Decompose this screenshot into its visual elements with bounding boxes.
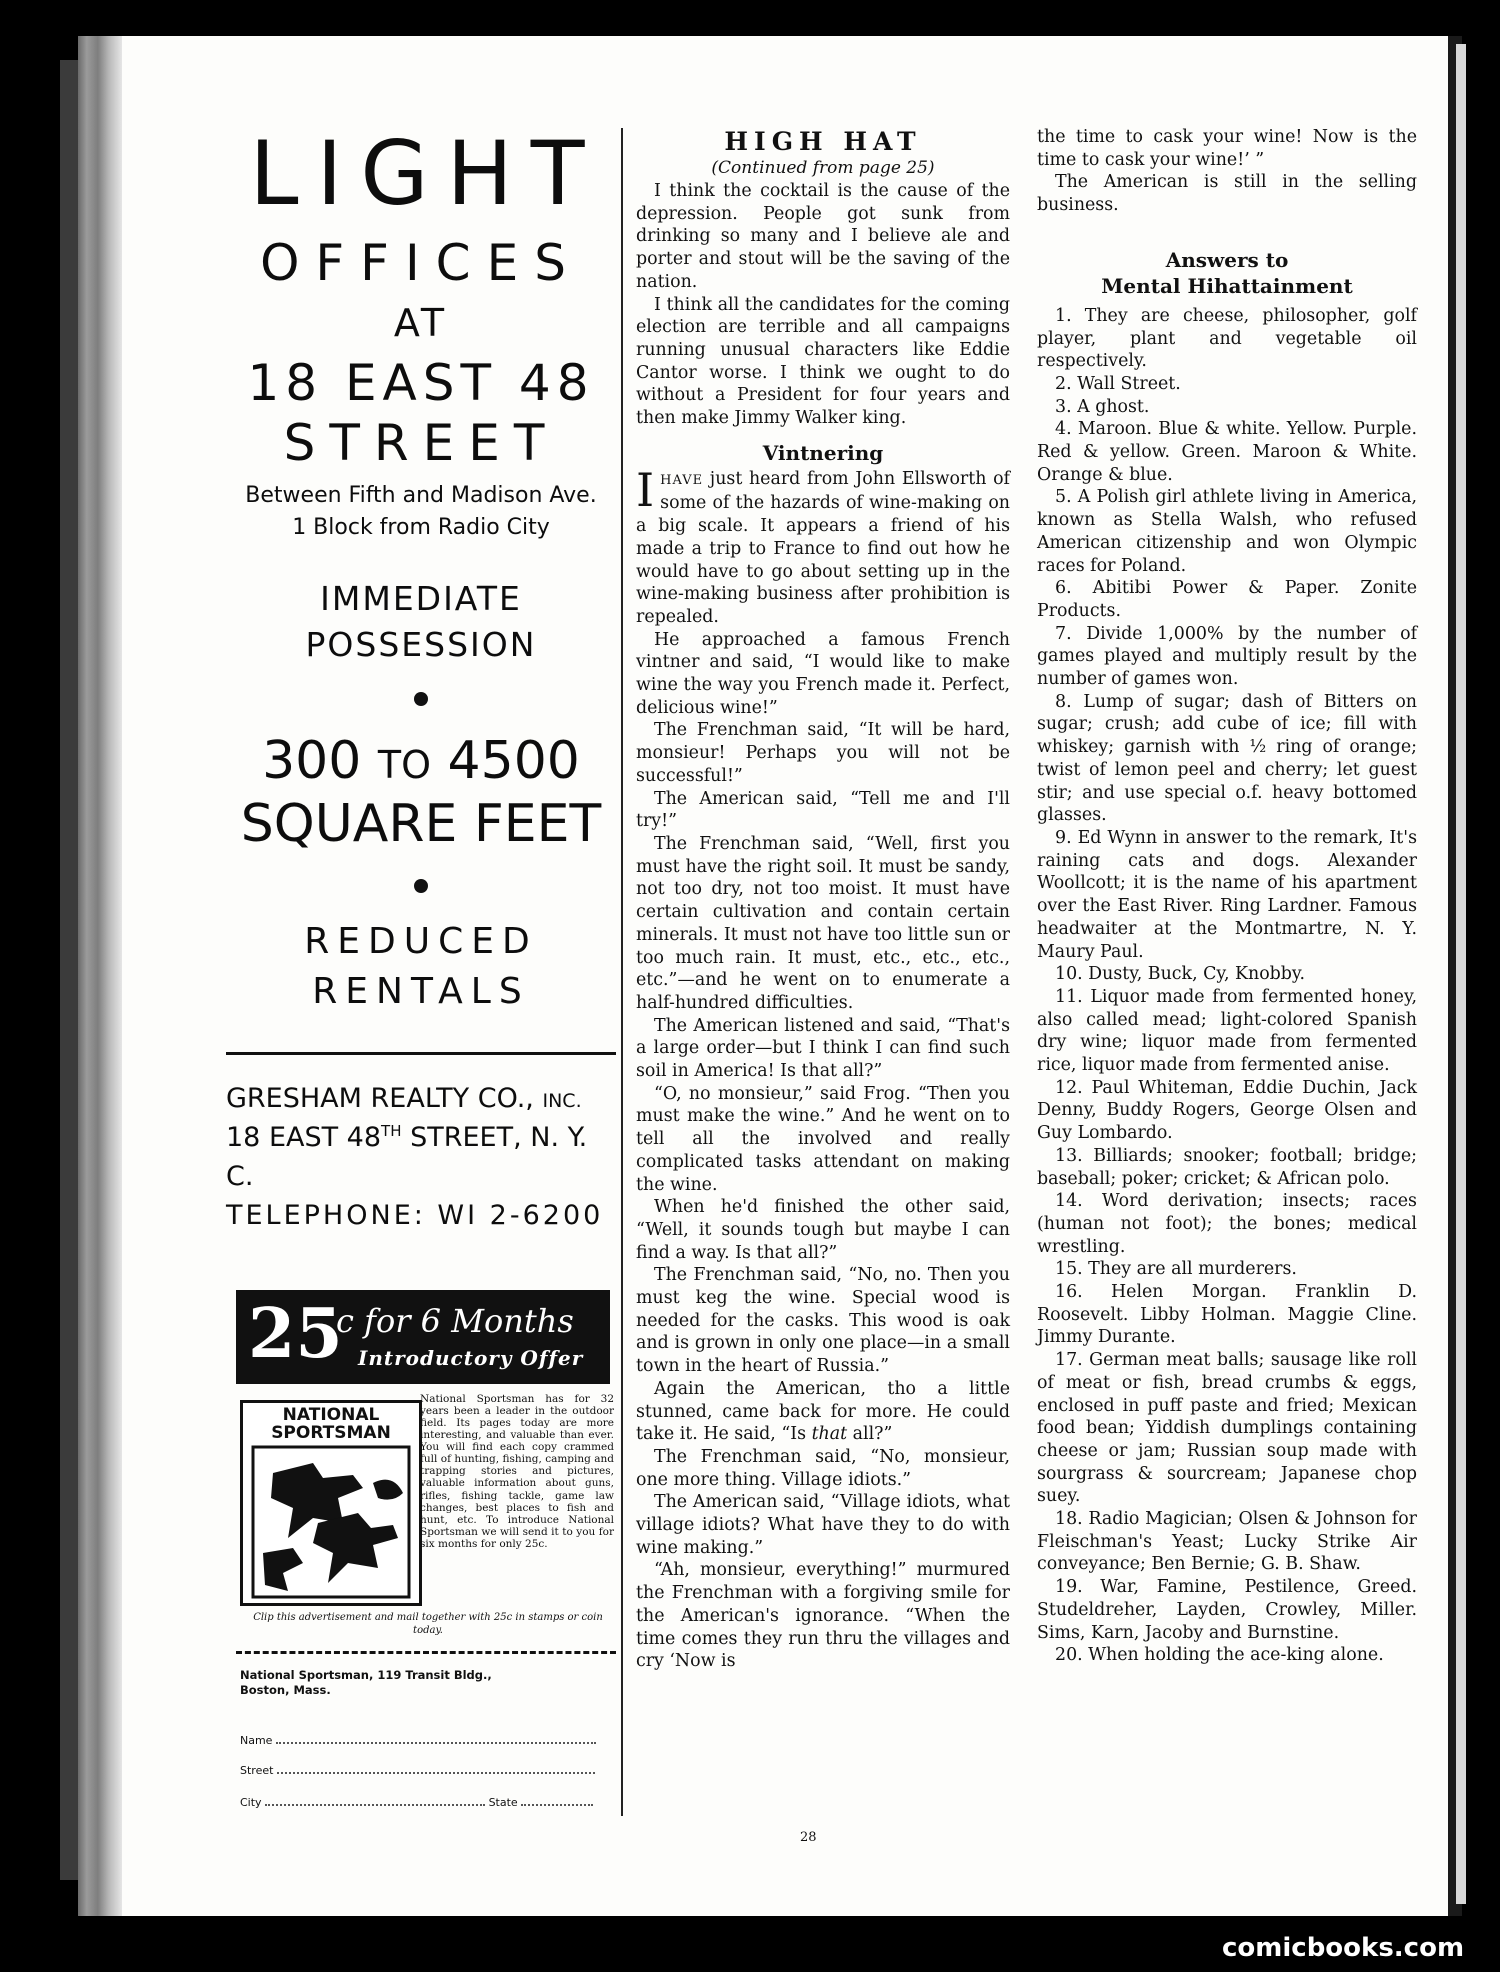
article-paragraph: The American said, “Village idiots, what village idiots? What have they to do with wine making.”: [636, 1492, 1010, 1558]
answer-item: 16. Helen Morgan. Franklin D. Roosevelt. Libby Holman. Maggie Cline. Jimmy Durante.: [1037, 1282, 1417, 1348]
ad-immediate-word: IMMEDIATE: [320, 578, 522, 618]
answer-item: 15. They are all murderers.: [1055, 1259, 1297, 1280]
sportsman-logo-line2: SPORTSMAN: [271, 1422, 391, 1443]
article-paragraph: “O, no monsieur,” said Frog. “Then you must make the wine.” And he went on to tell all the involved and really complicated tasks attendant on making the wine.: [636, 1083, 1010, 1195]
article-paragraph: The Frenchman said, “It will be hard, monsieur! Perhaps you will not be successful!”: [636, 720, 1010, 786]
answers-heading-line1: Answers to: [1165, 247, 1289, 272]
answer-item: 3. A ghost.: [1055, 396, 1150, 417]
page-binding-shadow: [78, 36, 122, 1916]
coupon-state-line: [521, 1796, 593, 1806]
coupon-street-field: [240, 1764, 614, 1777]
ad-area-range: [226, 730, 616, 792]
article-paragraph: I think all the candidates for the coming election are terrible and all campaigns running unusual characters like Eddie Cantor worse. I think we ought to do without a President for four years and then make Jimmy Walker king.: [636, 294, 1010, 429]
ad-area-to: 4500: [447, 731, 580, 792]
ad-area-from: 300: [262, 731, 362, 792]
ad-company-street-sup: TH: [381, 1121, 402, 1140]
coupon-city-label: City: [240, 1796, 262, 1809]
article-paragraph: The Frenchman said, “No, no. Then you must keg the wine. Special wood is needed for the casks. This wood is oak and is grown in only one place—in a small town in the heart of Russia.”: [636, 1265, 1010, 1377]
answer-item: 18. Radio Magician; Olsen & Johnson for Fleischman's Yeast; Lucky Strike Air conveyance; Ben Bernie; G. B. Shaw.: [1037, 1509, 1417, 1575]
ad-company-address: [226, 1118, 616, 1196]
article-paragraph: The Frenchman said, “Well, first you must have the right soil. It must be sandy, not too dry, not too moist. It must have certain cultivation and contain certain minerals. It must not have too little sun or too much rain. It must, etc., etc., etc., etc.”—and he went on to enumerate a half-hundred difficulties.: [636, 833, 1010, 1013]
article-text: Again the American, tho a little stunned, came back for more. He could take it. He said, “Is: [636, 1378, 1010, 1445]
article-paragraph: the time to cask your wine! Now is the time to cask your wine!’ ”: [1037, 127, 1417, 170]
coupon-name-field: [240, 1734, 614, 1747]
ad-street: STREET: [283, 414, 559, 472]
page-number: 28: [800, 1830, 817, 1845]
coupon-street-label: Street: [240, 1764, 274, 1777]
article-paragraph: The American is still in the selling business.: [1037, 172, 1417, 216]
answers-list: [1037, 305, 1417, 1667]
ad-location: [226, 480, 616, 544]
small-caps-lead: HAVE: [660, 472, 704, 488]
article-paragraph: When he'd finished the other said, “Well, it sounds tough but maybe I can find a way. Is that all?”: [636, 1197, 1010, 1263]
ad-rentals: RENTALS: [312, 971, 530, 1013]
ad-company-inc: INC.: [542, 1089, 582, 1112]
watermark: comicbooks.com: [1210, 1925, 1500, 1971]
coupon-state-label: State: [488, 1796, 518, 1809]
article-title: HIGH HAT: [724, 127, 922, 156]
article-paragraph: I think the cocktail is the cause of the depression. People got sunk from drinking so many and I believe ale and porter and stout will be the saving of the nation.: [636, 181, 1010, 292]
answer-item: 5. A Polish girl athlete living in America, known as Stella Walsh, who refused American citizenship and won Olympic races for Poland.: [1037, 487, 1417, 576]
answer-item: 13. Billiards; snooker; football; bridge; baseball; poker; cricket; & African polo.: [1037, 1145, 1417, 1189]
sportsman-ad-body: National Sportsman has for 32 years been a leader in the outdoor field. Its pages today are more interesting, and valuable than ever. You will find each copy crammed full of hunting, fishing, camping and trapping stories and pictures, valuable information about guns, rifles, fishing tackle, game law changes, best places to fish and hunt, etc. To introduce National Sportsman we will send it to you for six months for only 25c.: [420, 1393, 614, 1550]
answer-item: 20. When holding the ace-king alone.: [1055, 1645, 1384, 1666]
drop-cap: I: [636, 462, 655, 517]
answer-item: 8. Lump of sugar; dash of Bitters on sugar; crush; add cube of ice; fill with whiskey; garnish with ½ ring of orange; twist of lemon peel and cherry; let guest stir; and use special o.f. heavy bottomed glasses.: [1037, 691, 1417, 826]
sportsman-logo-line1: NATIONAL: [282, 1405, 380, 1425]
article-emphasis: that: [811, 1424, 848, 1445]
sportsman-price: 25: [248, 1294, 343, 1374]
bullet-dot: [414, 692, 428, 706]
sportsman-offer-banner: [236, 1290, 610, 1384]
ad-company-block: [226, 1079, 616, 1236]
ad-address: 18 EAST 48: [247, 354, 595, 412]
sportsman-coupon-address: [240, 1668, 620, 1698]
article-paragraph: The American listened and said, “That's a large order—but I think I can find such soil in America! Is that all?”: [636, 1015, 1010, 1082]
sportsman-clip-instructions: Clip this advertisement and mail together with 25c in stamps or coin today.: [253, 1612, 603, 1636]
article-text: just heard from John Ellsworth of some of the hazards of wine-making on a big scale. It appears a friend of his made a trip to France to find out how he would have to go about setting up in the wine-making business after prohibition is repealed.: [636, 468, 1010, 627]
ad-between: Between Fifth and Madison Ave.: [245, 483, 597, 508]
coupon-city-field: [240, 1796, 614, 1809]
article-column-right: [1037, 126, 1417, 1667]
coupon-city-line: [265, 1796, 485, 1806]
answer-item: 7. Divide 1,000% by the number of games played and multiply result by the number of games won.: [1037, 623, 1417, 690]
answer-item: 14. Word derivation; insects; races (human not foot); the bones; medical wrestling.: [1037, 1191, 1417, 1257]
ad-possession-word: POSSESSION: [305, 624, 537, 664]
answer-item: 12. Paul Whiteman, Eddie Duchin, Jack Denny, Buddy Rogers, George Olsen and Guy Lombardo.: [1037, 1077, 1417, 1144]
article-paragraph: The Frenchman said, “No, monsieur, one more thing. Village idiots.”: [636, 1446, 1010, 1490]
answer-item: 9. Ed Wynn in answer to the remark, It's raining cats and dogs. Alexander Woollcott; it is the name of his apartment over the East River. Ring Lardner. Famous headwaiter at the Montmartre, N. Y. Maury Paul.: [1037, 827, 1417, 962]
answer-item: 4. Maroon. Blue & white. Yellow. Purple. Red & yellow. Green. Maroon & White. Orange & blue.: [1037, 419, 1417, 485]
coupon-cut-line: [236, 1651, 616, 1654]
ad-company-street-post: STREET, N. Y. C.: [226, 1121, 588, 1192]
article-paragraph: “Ah, monsieur, everything!” murmured the Frenchman with a forgiving smile for the American's ignorance. “When the time comes they run thru the villages and cry ‘Now is: [636, 1560, 1010, 1672]
article-paragraph: He approached a famous French vintner and said, “I would like to make wine the way you French made it. Perfect, delicious wine!”: [636, 629, 1010, 718]
answer-item: 2. Wall Street.: [1055, 373, 1181, 394]
section-heading-vintnering: Vintnering: [762, 440, 884, 465]
ad-company: [226, 1079, 616, 1118]
article-paragraph: [636, 1378, 1010, 1446]
ad-block: 1 Block from Radio City: [292, 514, 550, 540]
ad-reduced-rentals: [226, 917, 616, 1018]
ad-square-feet: [226, 730, 616, 855]
coupon-street-line: [277, 1764, 595, 1774]
ad-company-name: GRESHAM REALTY CO.,: [226, 1082, 534, 1114]
coupon-name-label: Name: [240, 1734, 273, 1747]
ad-area-to-word: TO: [377, 743, 432, 788]
ad-headline-light: LIGHT: [249, 122, 603, 225]
sportsman-offer-line1: c for 6 Months: [336, 1302, 574, 1340]
ad-company-street-pre: 18 EAST 48: [226, 1121, 382, 1153]
answer-item: 10. Dusty, Buck, Cy, Knobby.: [1055, 964, 1305, 985]
article-column-middle: [636, 124, 1010, 1673]
column-rule: [621, 128, 623, 1816]
bullet-dot: [414, 879, 428, 893]
article-paragraph: The American said, “Tell me and I'll try!”: [636, 788, 1010, 832]
ad-divider: [226, 1052, 616, 1055]
binding-edge: [60, 60, 78, 1880]
ad-immediate: [226, 576, 616, 668]
answer-item: 6. Abitibi Power & Paper. Zonite Products.: [1037, 578, 1417, 621]
ad-reduced: REDUCED: [304, 920, 538, 962]
sportsman-magazine-cover: [240, 1400, 422, 1606]
real-estate-ad: [226, 122, 616, 1235]
answer-item: 17. German meat balls; sausage like roll of meat or fish, bread crumbs & eggs, enclosed in puff paste and fried; Mexican food bean; Yiddish dumplings containing cheese or jam; Russian soup made with sourgrass & sourcream; Japanese chop suey.: [1037, 1350, 1417, 1507]
ducks-illustration-icon: [243, 1403, 419, 1603]
ad-telephone: TELEPHONE: WI 2-6200: [226, 1200, 604, 1232]
ad-headline-at: AT: [393, 301, 449, 345]
article-continued: (Continued from page 25): [711, 158, 935, 178]
sportsman-offer-line2: Introductory Offer: [358, 1346, 584, 1370]
coupon-address-line2: Boston, Mass.: [240, 1682, 331, 1697]
article-text: all?”: [847, 1424, 893, 1445]
next-page-edge: [1456, 44, 1466, 1904]
coupon-name-line: [276, 1734, 596, 1744]
answer-item: 1. They are cheese, philosopher, golf player, plant and vegetable oil respectively.: [1037, 305, 1417, 372]
answer-item: 19. War, Famine, Pestilence, Greed. Studeldreher, Layden, Crowley, Miller. Sims, Karn, Jacoby and Burnstine.: [1037, 1577, 1417, 1643]
answer-item: 11. Liquor made from fermented honey, also called mead; light-colored Spanish dry wine; liquor made from fermented rice, liquor made from fermented anise.: [1037, 986, 1417, 1076]
ad-headline-offices: OFFICES: [260, 234, 582, 292]
answers-heading-line2: Mental Hihattainment: [1101, 273, 1353, 298]
ad-square-feet-label: SQUARE FEET: [240, 793, 602, 854]
article-paragraph: [636, 462, 1010, 629]
coupon-address-line1: National Sportsman, 119 Transit Bldg.,: [240, 1668, 492, 1682]
